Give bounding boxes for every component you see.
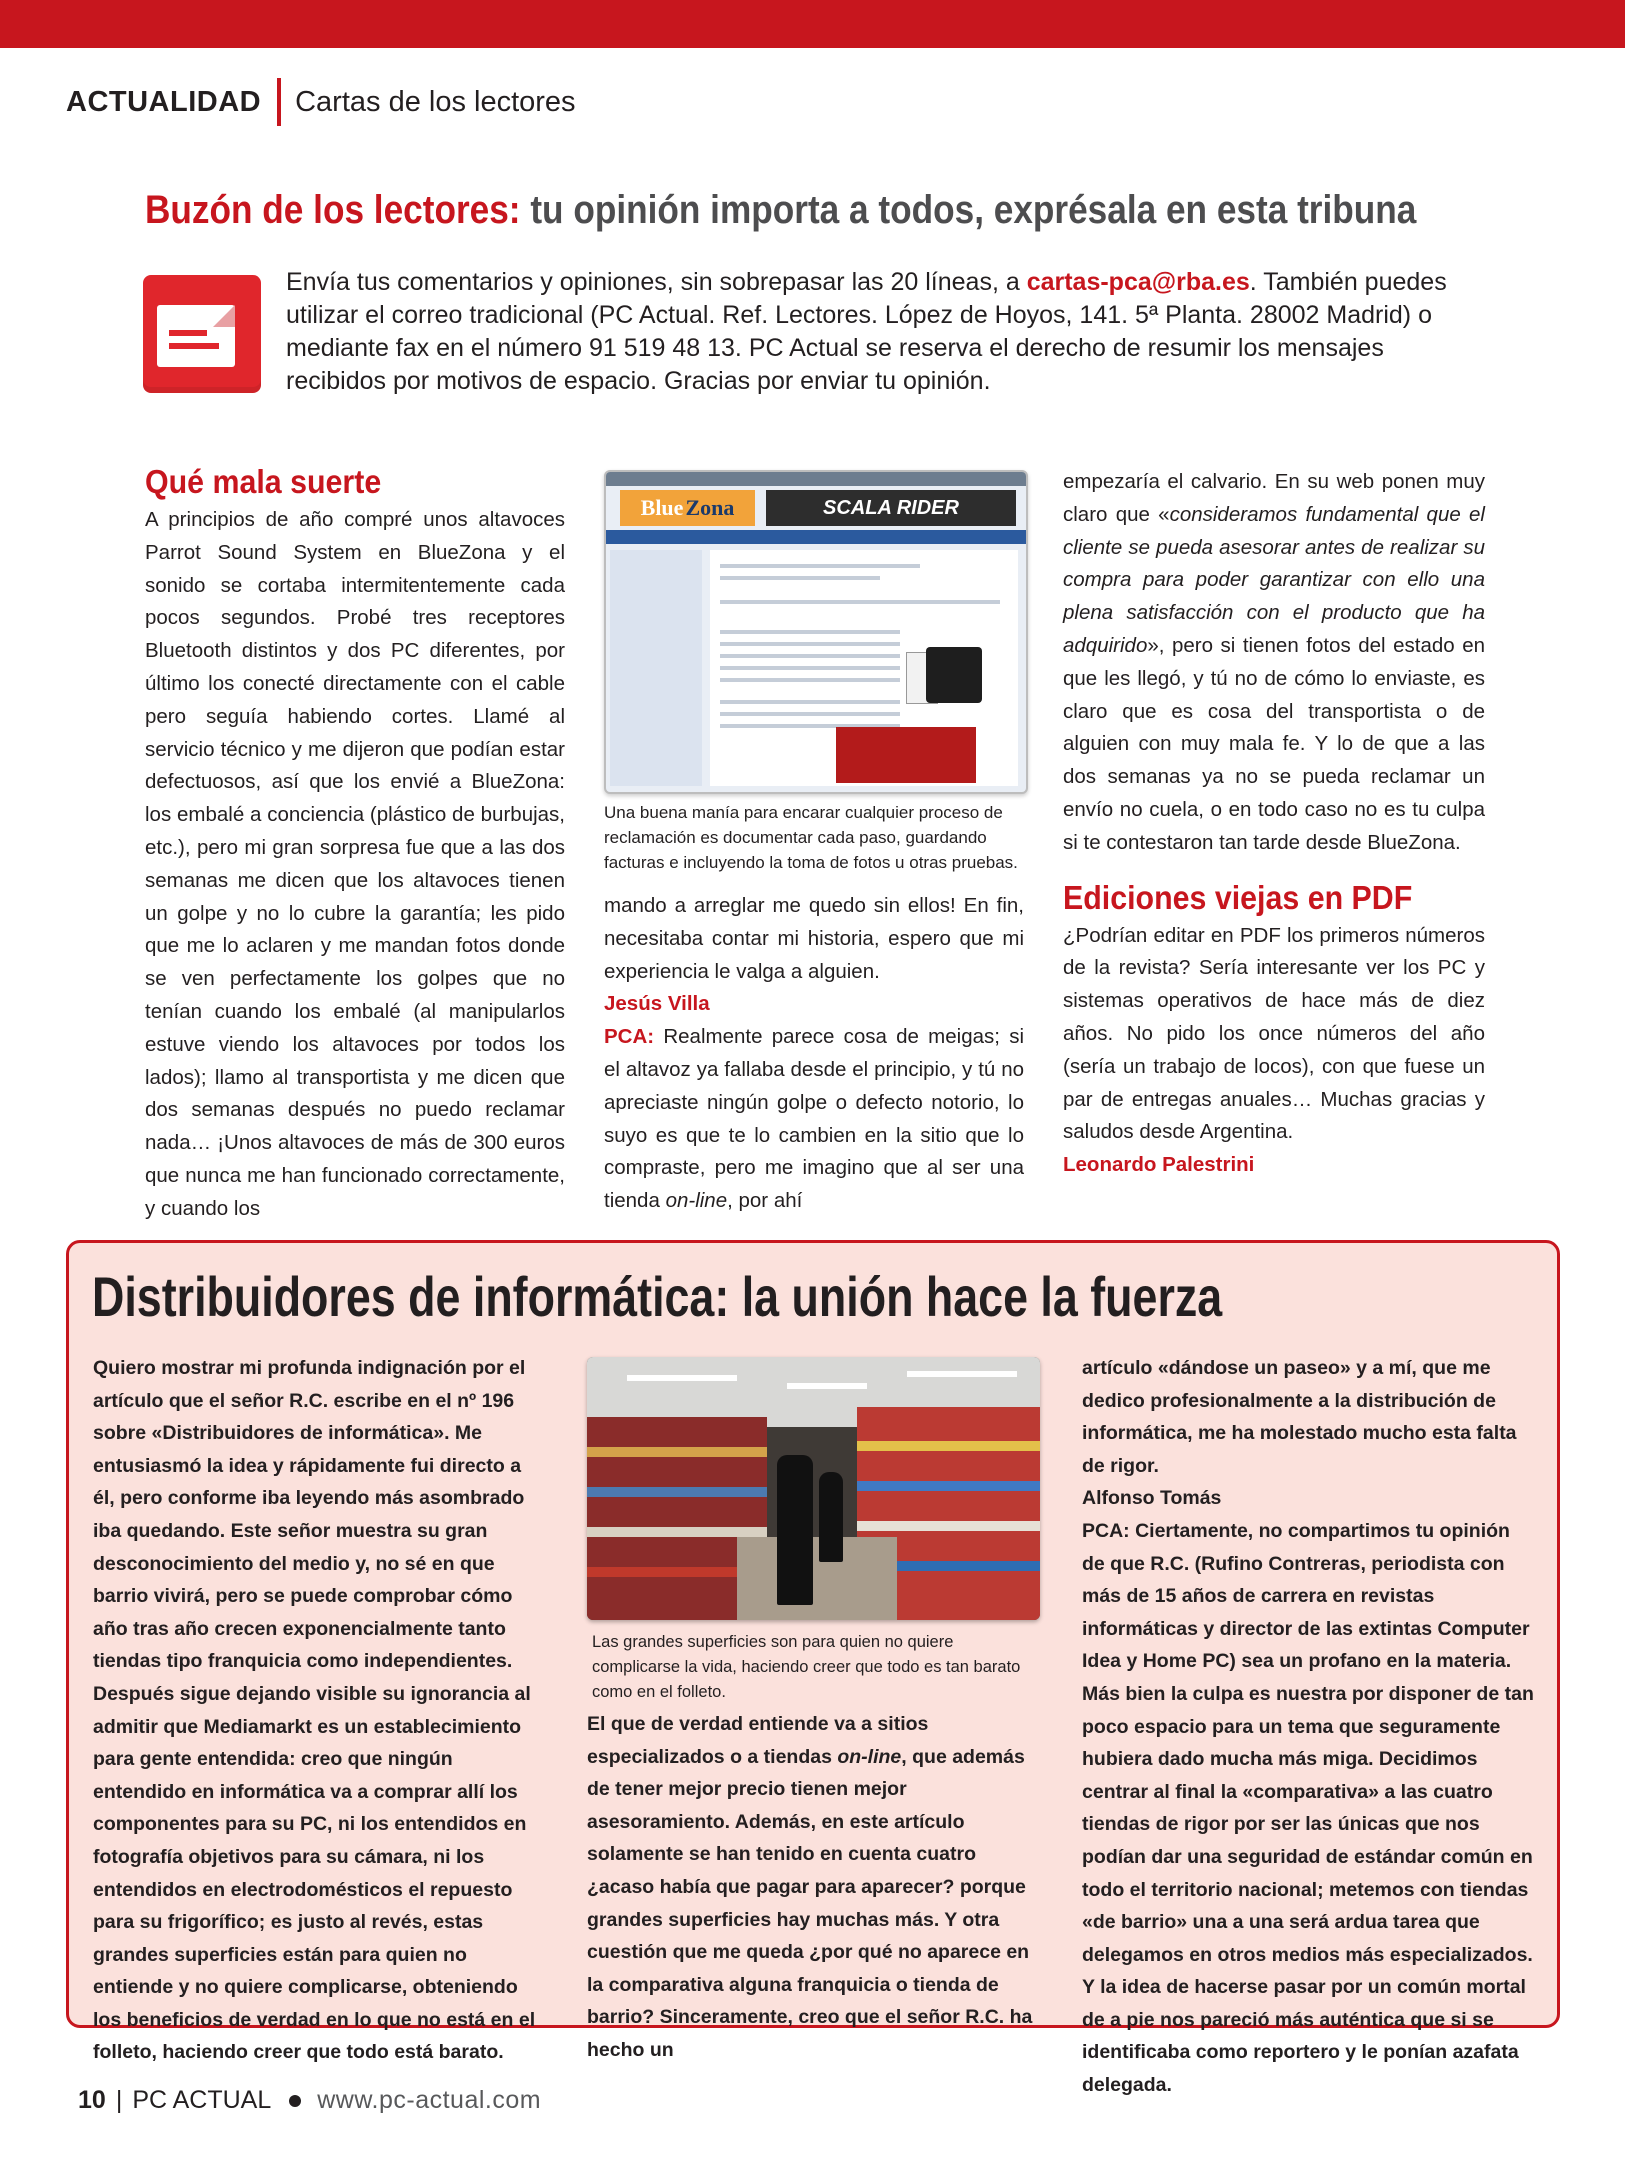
reply-italic: on-line (665, 1189, 728, 1213)
intro-paragraph (286, 266, 1486, 398)
letter1-body-part1: A principios de año compré unos altavoces Parrot Sound System en BlueZona y el sonido se cortaba intermitentemente cada pocos segundos. Probé tres receptores Bluetooth distintos y dos PC diferentes, por último los conecté directamente con el cable pero seguía habiendo cortes. Llamé al servicio técnico y me dijeron que podían estar defectuosos, así que los envié a BlueZona: los embalé a conciencia (plástico de burbujas, etc.), pero mi gran sorpresa fue que a las dos semanas me dicen que los altavoces tienen un golpe y no lo cubre la garantía; les pido que me lo aclaren y me mandan fotos donde se ven perfectamente los golpes que no tenían cuando los embalé (al manipularlos estuve viendo los altavoces por todos los lados); llamo al transportista y me dicen que dos semanas después no puedo reclamar nada… ¡Unos altavoces de más de 300 euros que nunca me han funcionado correctamente, y cuando los (145, 508, 565, 1220)
mailbox-title-lead: Buzón de los lectores: (145, 188, 521, 232)
screenshot-text-line (720, 654, 900, 658)
envelope-fold (213, 305, 235, 327)
letter1-signature: Jesús Villa (604, 992, 710, 1016)
mailbox-title (145, 188, 1416, 233)
letter2-signature: Leonardo Palestrini (1063, 1153, 1255, 1177)
screenshot-text-line (720, 600, 1000, 604)
screenshot-text-line (720, 630, 900, 634)
photo-floor (737, 1537, 897, 1620)
letter-column3 (1063, 466, 1485, 1182)
section-label: ACTUALIDAD (66, 85, 262, 118)
footer-separator: | (115, 2086, 123, 2114)
featured-title: Distribuidores de informática: la unión hace la fuerza (92, 1265, 1223, 1328)
reply-text: empezaría el calvario. En su web ponen muy claro que « (1063, 470, 1485, 526)
featured-column2 (587, 1708, 1044, 2067)
section-separator (277, 78, 281, 126)
page-number: 10 (78, 2086, 106, 2114)
screenshot-text-line (720, 712, 900, 716)
photo-lamp (907, 1371, 1017, 1377)
screenshot-text-line (720, 678, 900, 682)
letter1-column1 (145, 462, 565, 1226)
photo-shelf-row (587, 1487, 767, 1497)
featured-text: , que además de tener mejor precio tienen mejor asesoramiento. Además, en este artículo solamente se han tenido en cuenta cuatro ¿acaso había que pagar para aparecer? porque grandes superficies hay muchas más. Y otra cuestión que me queda ¿por qué no aparece en la comparativa alguna franquicia o tienda de barrio? Sinceramente, creo que el señor R.C. ha hecho un (587, 1745, 1033, 2061)
screenshot-text-line (720, 564, 920, 568)
reply-text: », pero si tienen fotos del estado en que les llegó, y tú no de cómo lo enviaste, es claro que es cosa del transportista o de alguien con muy mala fe. Y lo de que a las dos semanas ya no se pueda reclamar un envío no cuela, o en todo caso no es tu culpa si te contestaron tan tarde desde BlueZona. (1063, 633, 1485, 854)
letter1-column2 (604, 890, 1024, 1218)
letter2-body: ¿Podrían editar en PDF los primeros números de la revista? Sería interesante ver los PC y sistemas operativos de hace más de diez años. No pido los once números del año (sería un trabajo de locos), con que fuese un par de entregas anuales… Muchas gracias y saludos desde Argentina. (1063, 923, 1485, 1144)
featured-reply-text: y (1121, 1650, 1143, 1673)
section-header (66, 82, 576, 122)
screenshot-text-line (720, 642, 900, 646)
bluezona-website-screenshot (604, 470, 1028, 794)
letter1-reply-continued (1063, 466, 1485, 860)
screenshot-text-line (720, 700, 900, 704)
store-photo-caption: Las grandes superficies son para quien no quiere complicarse la vida, haciendo creer que todo es tan barato como en el folleto. (592, 1633, 1021, 1701)
featured-col2-text (587, 1708, 1044, 2067)
photo-shelf-row (587, 1527, 767, 1537)
screenshot-text-line (720, 666, 900, 670)
reply-quote: consideramos fundamental que el cliente se pueda asesorar antes de realizar su compra para poder garantizar con ello una plena satisfacción con el producto que ha adquirido (1063, 502, 1485, 657)
store-aisle-photo (587, 1357, 1040, 1620)
letter2-title: Ediciones viejas en PDF (1063, 878, 1413, 916)
photo-lamp (787, 1383, 867, 1389)
screenshot-caption: Una buena manía para encarar cualquier proceso de reclamación es documentar cada paso, guardando facturas e incluyendo la toma de fotos u otras pruebas. (604, 803, 1018, 872)
envelope-line (169, 343, 219, 349)
top-red-bar (0, 0, 1625, 48)
featured-reply-magazine: Home PC (1142, 1650, 1230, 1673)
featured-col3-text: artículo «dándose un paseo» y a mí, que me dedico profesionalmente a la distribución de informática, me ha molestado mucho esta falta de rigor. (1082, 1357, 1517, 1477)
letter1-body-part2: mando a arreglar me quedo sin ellos! En fin, necesitaba contar mi historia, espero que mi experiencia le valga a alguien. (604, 894, 1024, 983)
mail-icon (143, 275, 261, 393)
photo-shelf-row (857, 1441, 1040, 1451)
photo-shelf-row (857, 1481, 1040, 1491)
featured-reply-text: , periodista con más de 15 años de carrera en revistas informáticas y director de las extintas (1082, 1552, 1505, 1640)
bluezona-logo (620, 490, 755, 526)
website-link[interactable]: www.pc-actual.com (317, 2086, 542, 2114)
screenshot-text-line (720, 576, 880, 580)
page-footer (78, 2086, 541, 2115)
screenshot-sidebar (610, 550, 702, 786)
featured-reply-magazine: Computer Idea (1082, 1617, 1530, 1673)
screenshot-nav-bar (606, 530, 1026, 544)
intro-text-start: Envía tus comentarios y opiniones, sin sobrepasar las 20 líneas, a (286, 268, 1027, 296)
intro-text-end: . También puedes utilizar el correo tradicional (PC Actual. Ref. Lectores. López de Hoyos, 141. 5ª Planta. 28002 Madrid) o mediante fax en el número 91 519 48 13. PC Actual se reserva el derecho de resumir los mensajes recibidos por motivos de espacio. Gracias por enviar tu opinión. (286, 268, 1447, 395)
speaker-image-black (926, 647, 982, 703)
featured-text: El que de verdad entiende va a sitios especializados o a tiendas (587, 1713, 929, 1768)
reply-label: PCA: (604, 1025, 655, 1049)
section-subtitle: Cartas de los lectores (295, 85, 576, 118)
photo-person (777, 1455, 813, 1605)
letter1-title: Qué mala suerte (145, 463, 382, 500)
photo-person (819, 1472, 843, 1562)
bullet-icon (289, 2095, 301, 2107)
screenshot-top-strip (606, 472, 1026, 486)
featured-reply-label: PCA: (1082, 1519, 1130, 1542)
room-photo (836, 727, 976, 783)
featured-column1 (93, 1352, 548, 2069)
envelope-line (169, 330, 207, 336)
featured-reply-name: Rufino Contreras (1201, 1552, 1361, 1575)
photo-lamp (627, 1375, 737, 1381)
photo-shelf-row (857, 1521, 1040, 1531)
featured-reply (1082, 1515, 1538, 2102)
contact-email-link[interactable]: cartas-pca@rba.es (1026, 268, 1250, 296)
logo-text-a: Blue (640, 495, 684, 520)
mailbox-title-tagline: tu opinión importa a todos, exprésala en esta tribuna (530, 188, 1417, 232)
featured-col1-text: Quiero mostrar mi profunda indignación por el artículo que el señor R.C. escribe en el nº 196 sobre «Distribuidores de informática». Me entusiasmó la idea y rápidamente fui directo a él, pero conforme iba leyendo más asombrado iba quedando. Este señor muestra su gran desconocimiento del medio y, no sé en que barrio vivirá, pero se puede comprobar cómo año tras año crecen exponencialmente tanto tiendas tipo franquicia como independientes. Después sigue dejando visible su ignorancia al admitir que Mediamarkt es un establecimiento para gente entendida: creo que ningún entendido en informática va a comprar allí los componentes para su PC, ni los entendidos en fotografía objetivos para su cámara, ni los entendidos en electrodomésticos el repuesto para su frigorífico; es justo al revés, estas grandes superficies están para quien no entiende y no quiere complicarse, obteniendo los beneficios de verdad en lo que no está en el folleto, haciendo creer que todo está barato. (93, 1357, 536, 2064)
reply-text: , por ahí (727, 1189, 803, 1213)
featured-italic: on-line (837, 1745, 902, 1768)
reply-text: Realmente parece cosa de meigas; si el altavoz ya fallaba desde el principio, y tú no apreciaste ningún golpe o defecto notorio, lo suyo es que te lo cambien en la sitio que lo compraste, pero me imagino que al ser una tienda (604, 1025, 1024, 1213)
photo-shelf-row (587, 1447, 767, 1457)
featured-signature: Alfonso Tomás (1082, 1487, 1222, 1510)
featured-reply-text: Ciertamente, no compartimos tu opinión de que R.C. ( (1082, 1519, 1510, 1575)
letter1-reply (604, 1021, 1024, 1218)
featured-reply-text: ) sea un profano en la materia. Más bien la culpa es nuestra por disponer de tan poco espacio para un tema que seguramente hubiera dado mucha más miga. Decidimos centrar al final la «comparativa» a las cuatro tiendas de rigor por ser las únicas que nos podían dar una seguridad de estándar común en todo el territorio nacional; metemos con tiendas «de barrio» una a una será ardua tarea que delegamos en otros medios más especializados. Y la idea de hacerse pasar por un común mortal de a pie nos pareció más auténtica que si se identificaba como reportero y le ponían azafata delegada. (1082, 1650, 1534, 2097)
magazine-name: PC ACTUAL (132, 2086, 272, 2114)
featured-column3 (1082, 1352, 1538, 2102)
scala-rider-banner: SCALA RIDER (766, 490, 1016, 526)
logo-text-b: Zona (685, 495, 735, 520)
